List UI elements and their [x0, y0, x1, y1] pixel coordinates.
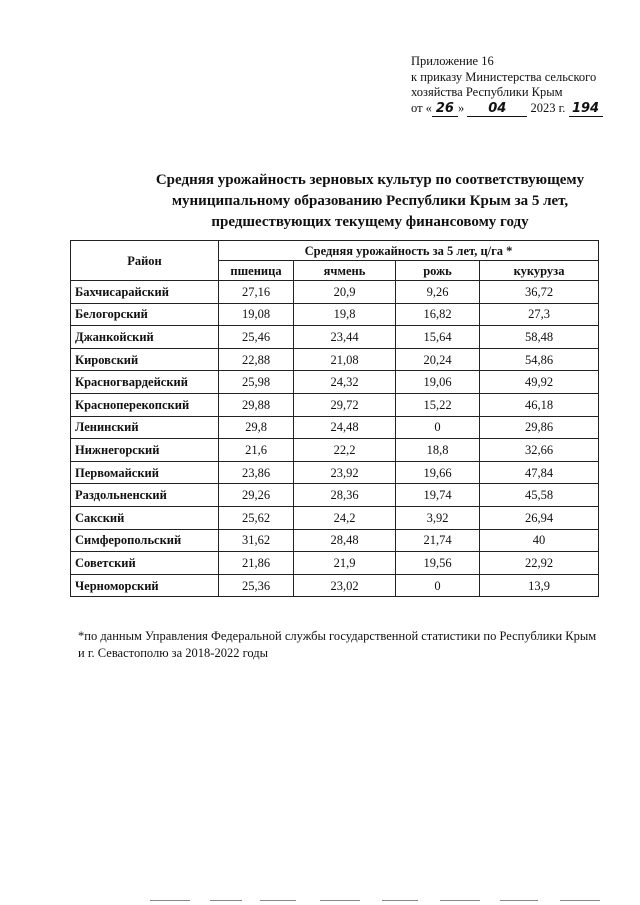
- yield-wheat: 25,98: [219, 371, 294, 394]
- yield-wheat: 23,86: [219, 461, 294, 484]
- yield-wheat: 29,26: [219, 484, 294, 507]
- header-corn: кукуруза: [480, 261, 599, 281]
- yield-rye: 19,06: [396, 371, 480, 394]
- footnote-line-1: *по данным Управления Федеральной службы государственной статистики по Республики Крым: [78, 629, 597, 643]
- yield-wheat: 21,86: [219, 552, 294, 575]
- table-row: [71, 416, 599, 439]
- yield-corn: 27,3: [480, 303, 599, 326]
- footnote: [78, 628, 626, 662]
- yield-rye: 20,24: [396, 348, 480, 371]
- yield-wheat: 19,08: [219, 303, 294, 326]
- header-rye: рожь: [396, 261, 480, 281]
- order-day: 26: [432, 102, 458, 117]
- yield-corn: 26,94: [480, 506, 599, 529]
- table-row: [71, 461, 599, 484]
- yield-rye: 15,22: [396, 393, 480, 416]
- yield-wheat: 25,46: [219, 326, 294, 349]
- yield-barley: 24,32: [294, 371, 396, 394]
- yield-corn: 36,72: [480, 281, 599, 304]
- yield-rye: 19,74: [396, 484, 480, 507]
- table-row: [71, 574, 599, 597]
- region-name: Кировский: [71, 348, 219, 371]
- region-name: Раздольненский: [71, 484, 219, 507]
- title-line-3: предшествующих текущему финансовому году: [211, 214, 529, 230]
- title-line-2: муниципальному образованию Республики Крым за 5 лет,: [171, 193, 569, 209]
- region-name: Ленинский: [71, 416, 219, 439]
- region-name: Бахчисарайский: [71, 281, 219, 304]
- order-month: 04: [467, 102, 527, 117]
- scan-edge-marks: [150, 898, 640, 904]
- table-row: [71, 529, 599, 552]
- region-name: Красногвардейский: [71, 371, 219, 394]
- yield-rye: 15,64: [396, 326, 480, 349]
- yield-wheat: 25,36: [219, 574, 294, 597]
- table-body: [71, 281, 599, 597]
- yield-barley: 24,48: [294, 416, 396, 439]
- region-name: Первомайский: [71, 461, 219, 484]
- yield-wheat: 29,8: [219, 416, 294, 439]
- title-line-1: Средняя урожайность зерновых культур по соответствующему: [155, 172, 585, 188]
- yield-rye: 19,66: [396, 461, 480, 484]
- header-yield-group: Средняя урожайность за 5 лет, ц/га *: [219, 241, 599, 261]
- yield-wheat: 21,6: [219, 439, 294, 462]
- yield-barley: 19,8: [294, 303, 396, 326]
- order-prefix: от «: [411, 100, 432, 115]
- appendix-order-ref: к приказу Министерства сельского: [411, 69, 597, 84]
- region-name: Джанкойский: [71, 326, 219, 349]
- table-row: [71, 371, 599, 394]
- yield-rye: 18,8: [396, 439, 480, 462]
- order-quote-close: »: [457, 100, 465, 115]
- yield-wheat: 22,88: [219, 348, 294, 371]
- region-name: Симферопольский: [71, 529, 219, 552]
- yield-wheat: 25,62: [219, 506, 294, 529]
- yield-corn: 29,86: [480, 416, 599, 439]
- header-barley: ячмень: [294, 261, 396, 281]
- appendix-block: [411, 54, 603, 117]
- yield-corn: 32,66: [480, 439, 599, 462]
- yield-corn: 40: [480, 529, 599, 552]
- order-year: 2023 г.: [530, 100, 566, 115]
- yield-wheat: 31,62: [219, 529, 294, 552]
- order-number: 194: [569, 102, 603, 117]
- yield-barley: 20,9: [294, 281, 396, 304]
- yield-barley: 28,48: [294, 529, 396, 552]
- yield-barley: 29,72: [294, 393, 396, 416]
- table-row: [71, 348, 599, 371]
- header-region: Район: [71, 241, 219, 281]
- yield-corn: 49,92: [480, 371, 599, 394]
- table-row: [71, 281, 599, 304]
- appendix-order-date: [411, 101, 603, 117]
- yield-corn: 46,18: [480, 393, 599, 416]
- region-name: Нижнегорский: [71, 439, 219, 462]
- yield-wheat: 29,88: [219, 393, 294, 416]
- region-name: Белогорский: [71, 303, 219, 326]
- yield-barley: 23,44: [294, 326, 396, 349]
- yield-table: [70, 240, 599, 597]
- appendix-title: Приложение 16: [411, 54, 494, 68]
- table-row: [71, 326, 599, 349]
- table-row: [71, 303, 599, 326]
- yield-barley: 23,92: [294, 461, 396, 484]
- yield-corn: 58,48: [480, 326, 599, 349]
- yield-rye: 0: [396, 416, 480, 439]
- yield-barley: 22,2: [294, 439, 396, 462]
- yield-barley: 21,9: [294, 552, 396, 575]
- yield-rye: 21,74: [396, 529, 480, 552]
- yield-barley: 28,36: [294, 484, 396, 507]
- table-row: [71, 439, 599, 462]
- yield-barley: 24,2: [294, 506, 396, 529]
- document-title: [120, 170, 620, 233]
- table-row: [71, 393, 599, 416]
- yield-wheat: 27,16: [219, 281, 294, 304]
- header-wheat: пшеница: [219, 261, 294, 281]
- yield-corn: 13,9: [480, 574, 599, 597]
- yield-barley: 23,02: [294, 574, 396, 597]
- table-row: [71, 506, 599, 529]
- table-row: [71, 552, 599, 575]
- yield-corn: 45,58: [480, 484, 599, 507]
- table-row: [71, 484, 599, 507]
- footnote-line-2: и г. Севастополю за 2018-2022 годы: [78, 646, 269, 660]
- yield-rye: 9,26: [396, 281, 480, 304]
- appendix-ministry: хозяйства Республики Крым: [411, 85, 563, 99]
- yield-corn: 47,84: [480, 461, 599, 484]
- yield-barley: 21,08: [294, 348, 396, 371]
- region-name: Черноморский: [71, 574, 219, 597]
- yield-rye: 16,82: [396, 303, 480, 326]
- yield-corn: 22,92: [480, 552, 599, 575]
- yield-corn: 54,86: [480, 348, 599, 371]
- yield-rye: 0: [396, 574, 480, 597]
- region-name: Красноперекопский: [71, 393, 219, 416]
- region-name: Советский: [71, 552, 219, 575]
- yield-rye: 19,56: [396, 552, 480, 575]
- region-name: Сакский: [71, 506, 219, 529]
- yield-rye: 3,92: [396, 506, 480, 529]
